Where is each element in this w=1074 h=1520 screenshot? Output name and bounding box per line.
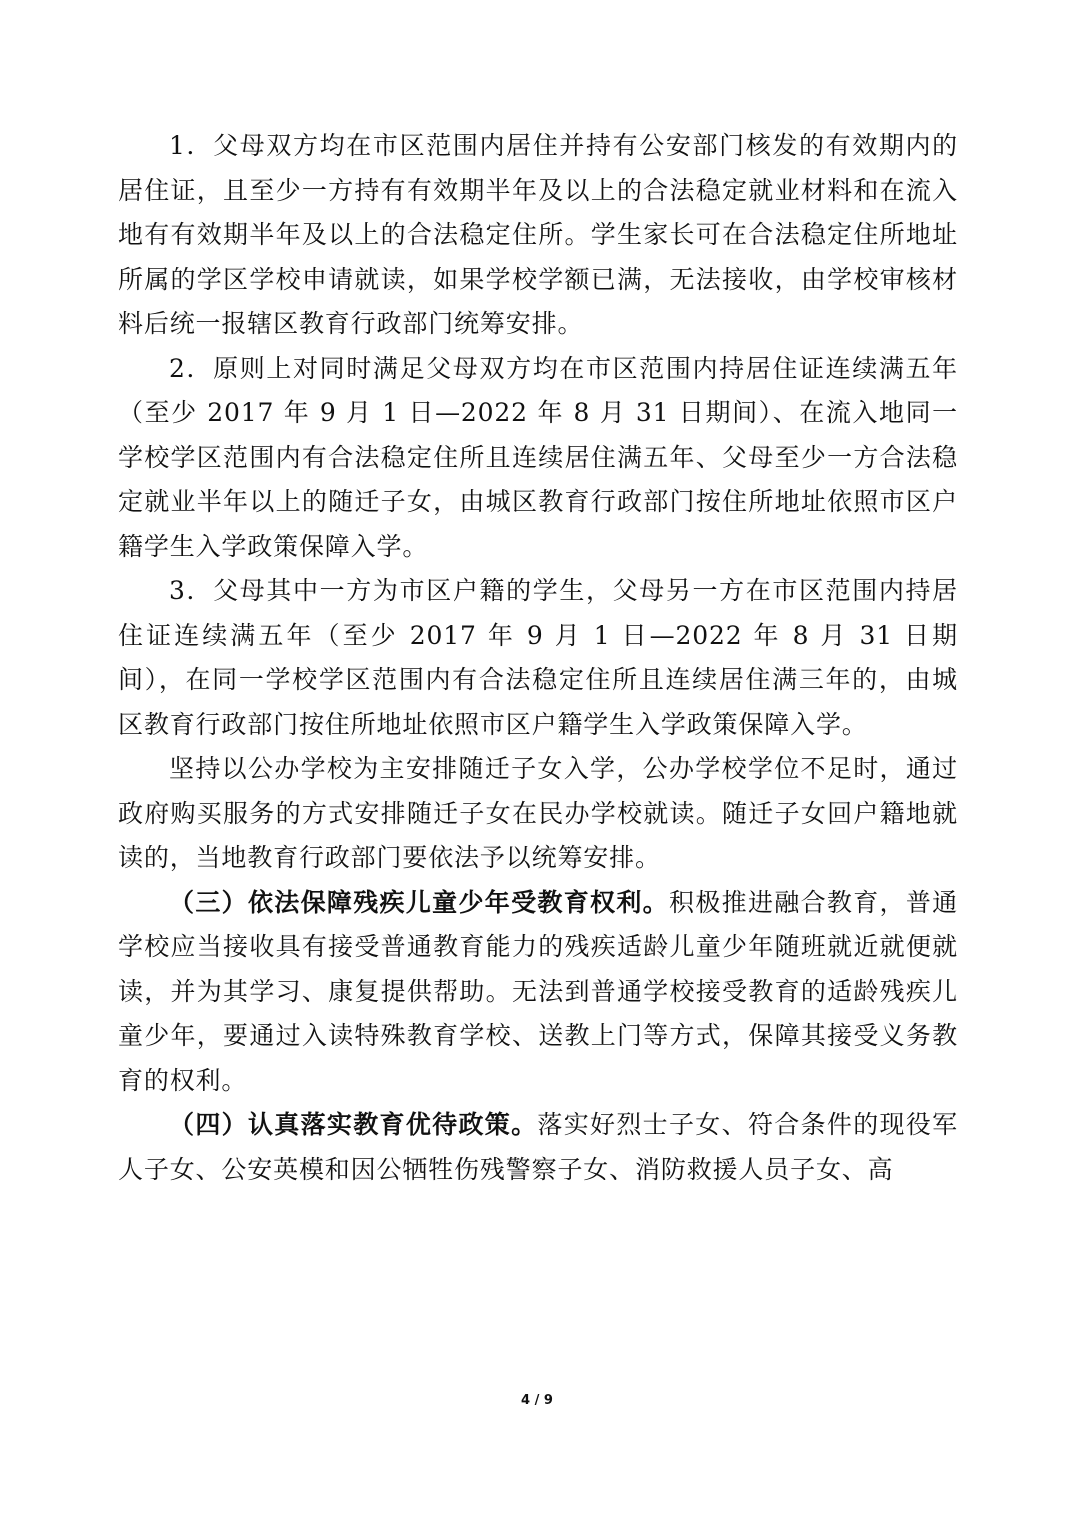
paragraph-item-2	[118, 347, 958, 570]
section-heading-three: （三）依法保障残疾儿童少年受教育权利。	[169, 887, 669, 917]
paragraph-section-three	[118, 881, 958, 1104]
paragraph-item-3	[118, 569, 958, 747]
section-heading-four: （四）认真落实教育优待政策。	[169, 1110, 538, 1139]
paragraph-section-four	[118, 1103, 958, 1192]
document-body	[118, 124, 958, 1192]
paragraph-text: 坚持以公办学校为主安排随迁子女入学，公办学校学位不足时，通过政府购买服务的方式安排随迁子女在民办学校就读。随迁子女回户籍地就读的，当地教育行政部门要依法予以统筹安排。	[118, 754, 958, 872]
paragraph-text: 3．父母其中一方为市区户籍的学生，父母另一方在市区范围内持居住证连续满五年（至少 2017 年 9 月 1 日—2022 年 8 月 31 日期间），在同一学校学区范围内有合法稳定住所且连续居住满三年的，由城区教育行政部门按住所地址依照市区户籍学生入学政策保障入学。	[118, 576, 958, 739]
paragraph-item-4	[118, 747, 958, 881]
page-number: 4 / 9	[521, 1393, 553, 1408]
paragraph-text: 2．原则上对同时满足父母双方均在市区范围内持居住证连续满五年（至少 2017 年 9 月 1 日—2022 年 8 月 31 日期间）、在流入地同一学校学区范围内有合法稳定住所且连续居住满五年、父母至少一方合法稳定就业半年以上的随迁子女，由城区教育行政部门按住所地址依照市区户籍学生入学政策保障入学。	[118, 353, 958, 561]
paragraph-text: 1．父母双方均在市区范围内居住并持有公安部门核发的有效期内的居住证，且至少一方持有有效期半年及以上的合法稳定就业材料和在流入地有有效期半年及以上的合法稳定住所。学生家长可在合法稳定住所地址所属的学区学校申请就读，如果学校学额已满，无法接收，由学校审核材料后统一报辖区教育行政部门统筹安排。	[118, 131, 958, 338]
paragraph-text: 积极推进融合教育，普通学校应当接收具有接受普通教育能力的残疾适龄儿童少年随班就近就便就读，并为其学习、康复提供帮助。无法到普通学校接受教育的适龄残疾儿童少年，要通过入读特殊教育学校、送教上门等方式，保障其接受义务教育的权利。	[118, 887, 959, 1095]
paragraph-text: 落实好烈士子女、符合条件的现役军人子女、公安英模和因公牺牲伤残警察子女、消防救援人员子女、高	[118, 1110, 958, 1184]
paragraph-item-1	[118, 124, 958, 347]
